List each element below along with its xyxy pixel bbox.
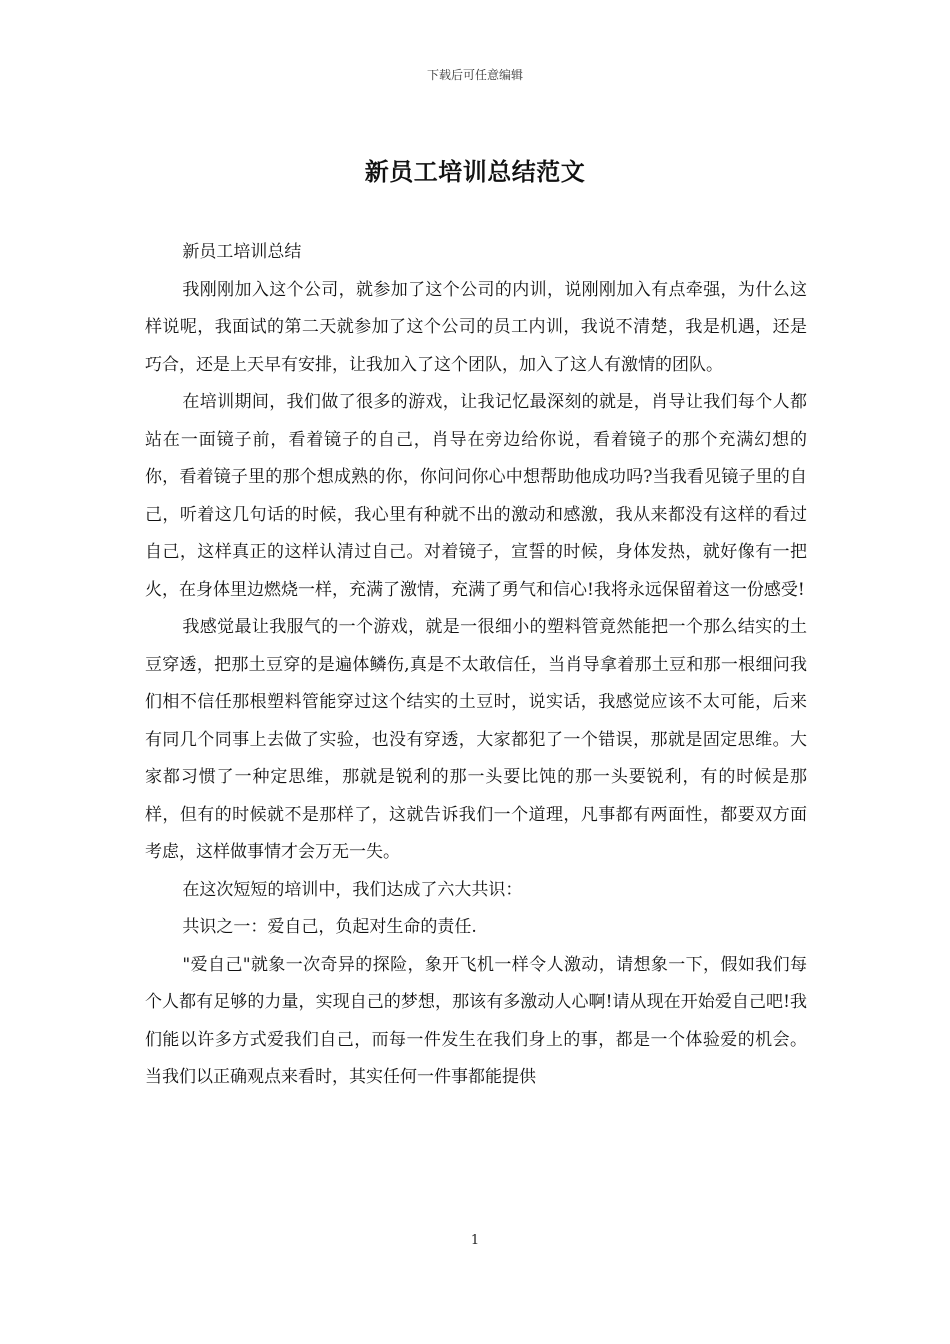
paragraph: 在这次短短的培训中，我们达成了六大共识： xyxy=(182,879,523,900)
paragraph-subtitle: 新员工培训总结 xyxy=(182,242,302,262)
paragraph: "爱自己"就象一次奇异的探险，象开飞机一样令人激动，请想象一下，假如我们每个人都有足够的力量，实现自己的梦想，那该有多激动人心啊!请从现在开始爱自己吧!我们能以许多方式爱我们自己，而每一件发生在我们身上的事，都是一个体验爱的机会。当我们以正确观点来看时，其实任何一件事都能提供 xyxy=(145,954,807,1087)
paragraph: 共识之一：爱自己，负起对生命的责任. xyxy=(182,917,477,937)
header-note: 下载后可任意编辑 xyxy=(426,68,523,82)
document-title: 新员工培训总结范文 xyxy=(364,157,586,186)
page-number: 1 xyxy=(470,1233,480,1248)
document-body xyxy=(145,234,807,1097)
paragraph: 在培训期间，我们做了很多的游戏，让我记忆最深刻的就是，肖导让我们每个人都站在一面镜子前，看着镜子的自己，肖导在旁边给你说，看着镜子的那个充满幻想的你，看着镜子里的那个想成熟的你，你问问你心中想帮助他成功吗?当我看见镜子里的自己，听着这几句话的时候，我心里有种就不出的激动和感激，我从来都没有这样的看过自己，这样真正的这样认清过自己。对着镜子，宣誓的时候，身体发热，就好像有一把火，在身体里边燃烧一样，充满了激情，充满了勇气和信心!我将永远保留着这一份感受! xyxy=(145,392,807,600)
paragraph: 我刚刚加入这个公司，就参加了这个公司的内训，说刚刚加入有点牵强，为什么这样说呢，我面试的第二天就参加了这个公司的员工内训，我说不清楚，我是机遇，还是巧合，还是上天早有安排，让我加入了这个团队，加入了这人有激情的团队。 xyxy=(145,279,807,375)
paragraph: 我感觉最让我服气的一个游戏，就是一很细小的塑料管竟然能把一个那么结实的土豆穿透，把那土豆穿的是遍体鳞伤,真是不太敢信任，当肖导拿着那土豆和那一根细问我们相不信任那根塑料管能穿过这个结实的土豆时，说实话，我感觉应该不太可能，后来有同几个同事上去做了实验，也没有穿透，大家都犯了一个错误，那就是固定思维。大家都习惯了一种定思维，那就是锐利的那一头要比饨的那一头要锐利，有的时候是那样，但有的时候就不是那样了，这就告诉我们一个道理，凡事都有两面性，都要双方面考虑，这样做事情才会万无一失。 xyxy=(145,617,807,862)
